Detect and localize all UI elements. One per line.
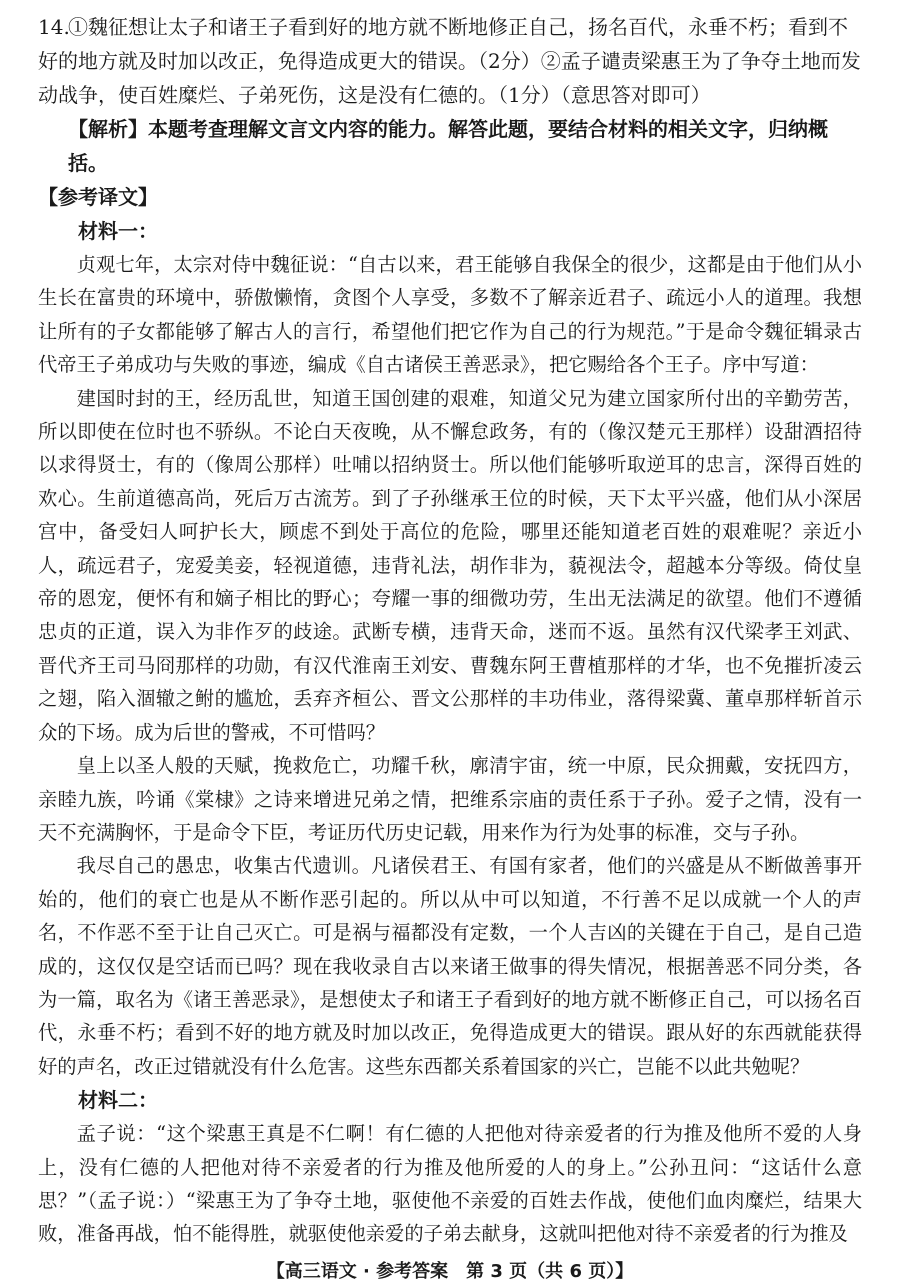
material1-paragraph-2: 建国时封的王，经历乱世，知道王国创建的艰难，知道父兄为建立国家所付出的辛勤劳苦，所以即使在位时也不骄纵。不论白天夜晚，从不懈怠政务，有的（像汉楚元王那样）设甜酒招待以求得贤士，有的（像周公那样）吐哺以招纳贤士。所以他们能够听取逆耳的忠言，深得百姓的欢心。生前道德高尚，死后万古流芳。到了子孙继承王位的时候，天下太平兴盛，他们从小深居宫中，备受妇人呵护长大，顾虑不到处于高位的危险，哪里还能知道老百姓的艰难呢？亲近小人，疏远君子，宠爱美妾，轻视道德，违背礼法，胡作非为，藐视法令，超越本分等级。倚仗皇帝的恩宠，便怀有和嫡子相比的野心；夸耀一事的细微功劳，生出无法满足的欲望。他们不遵循忠贞的正道，误入为非作歹的歧途。武断专横，违背天命，迷而不返。虽然有汉代梁孝王刘武、晋代齐王司马冏那样的功勋，有汉代淮南王刘安、曹魏东阿王曹植那样的才华，也不免摧折凌云之翅，陷入涸辙之鲋的尴尬，丢弃齐桓公、晋文公那样的丰功伟业，落得梁冀、董卓那样斩首示众的下场。成为后世的警戒，不可惜吗？	[38, 386, 862, 744]
analysis	[68, 112, 862, 180]
question-number: 14.	[38, 15, 70, 39]
material1-paragraph-1: 贞观七年，太宗对侍中魏征说：“自古以来，君王能够自我保全的很少，这都是由于他们从小生长在富贵的环境中，骄傲懒惰，贪图个人享受，多数不了解亲近君子、疏远小人的道理。我想让所有的子女都能够了解古人的言行，希望他们把它作为自己的行为规范。”于是命令魏征辑录古代帝王子弟成功与失败的事迹，编成《自古诸侯王善恶录》，把它赐给各个王子。序中写道：	[38, 253, 862, 377]
material1-paragraph-4: 我尽自己的愚忠，收集古代遗训。凡诸侯君王、有国有家者，他们的兴盛是从不断做善事开始的，他们的衰亡也是从不断作恶引起的。所以从中可以知道，不行善不足以成就一个人的声名，不作恶不至于让自己灭亡。可是祸与福都没有定数，一个人吉凶的关键在于自己，是自己造成的，这仅仅是空话而已吗？现在我收录自古以来诸王做事的得失情况，根据善恶不同分类，各为一篇，取名为《诸王善恶录》，是想使太子和诸王子看到好的地方就不断修正自己，可以扬名百代，永垂不朽；看到不好的地方就及时加以改正，免得造成更大的错误。跟从好的东西就能获得好的声名，改正过错就没有什么危害。这些东西都关系着国家的兴亡，岂能不以此共勉呢？	[38, 854, 862, 1078]
material1-title: 材料一：	[78, 219, 158, 243]
material1-paragraph-3: 皇上以圣人般的天赋，挽救危亡，功耀千秋，廓清宇宙，统一中原，民众拥戴，安抚四方，亲睦九族，吟诵《棠棣》之诗来增进兄弟之情，把维系宗庙的责任系于子孙。爱子之情，没有一天不充满胸怀，于是命令下臣，考证历代历史记载，用来作为行为处事的标准，交与子孙。	[38, 754, 862, 844]
material2-paragraph-1: 孟子说：“这个梁惠王真是不仁啊！有仁德的人把他对待亲爱者的行为推及他所不爱的人身上，没有仁德的人把他对待不亲爱者的行为推及他所爱的人的身上。”公孙丑问：“这话什么意思？”（孟子说：）“梁惠王为了争夺土地，驱使他不亲爱的百姓去作战，使他们血肉糜烂，结果大败，准备再战，怕不能得胜，就驱使他亲爱的子弟去献身，这就叫把他对待不亲爱者的行为推及	[38, 1122, 862, 1246]
analysis-label: 【解析】	[68, 117, 148, 141]
translation-heading: 【参考译文】	[38, 185, 158, 209]
material2-title: 材料二：	[78, 1088, 158, 1113]
answer-text: ①魏征想让太子和诸王子看到好的地方就不断地修正自己，扬名百代，永垂不朽；看到不好的地方就及时加以改正，免得造成更大的错误。（2分）②孟子谴责梁惠王为了争夺土地而发动战争，使百姓糜烂、子弟死伤，这是没有仁德的。（1分）（意思答对即可）	[38, 15, 861, 107]
answer-14	[38, 10, 862, 112]
analysis-text: 本题考查理解文言文内容的能力。解答此题，要结合材料的相关文字，归纳概括。	[68, 117, 828, 175]
page-footer: 【高三语文 · 参考答案 第 3 页（共 6 页）】	[266, 1261, 634, 1282]
